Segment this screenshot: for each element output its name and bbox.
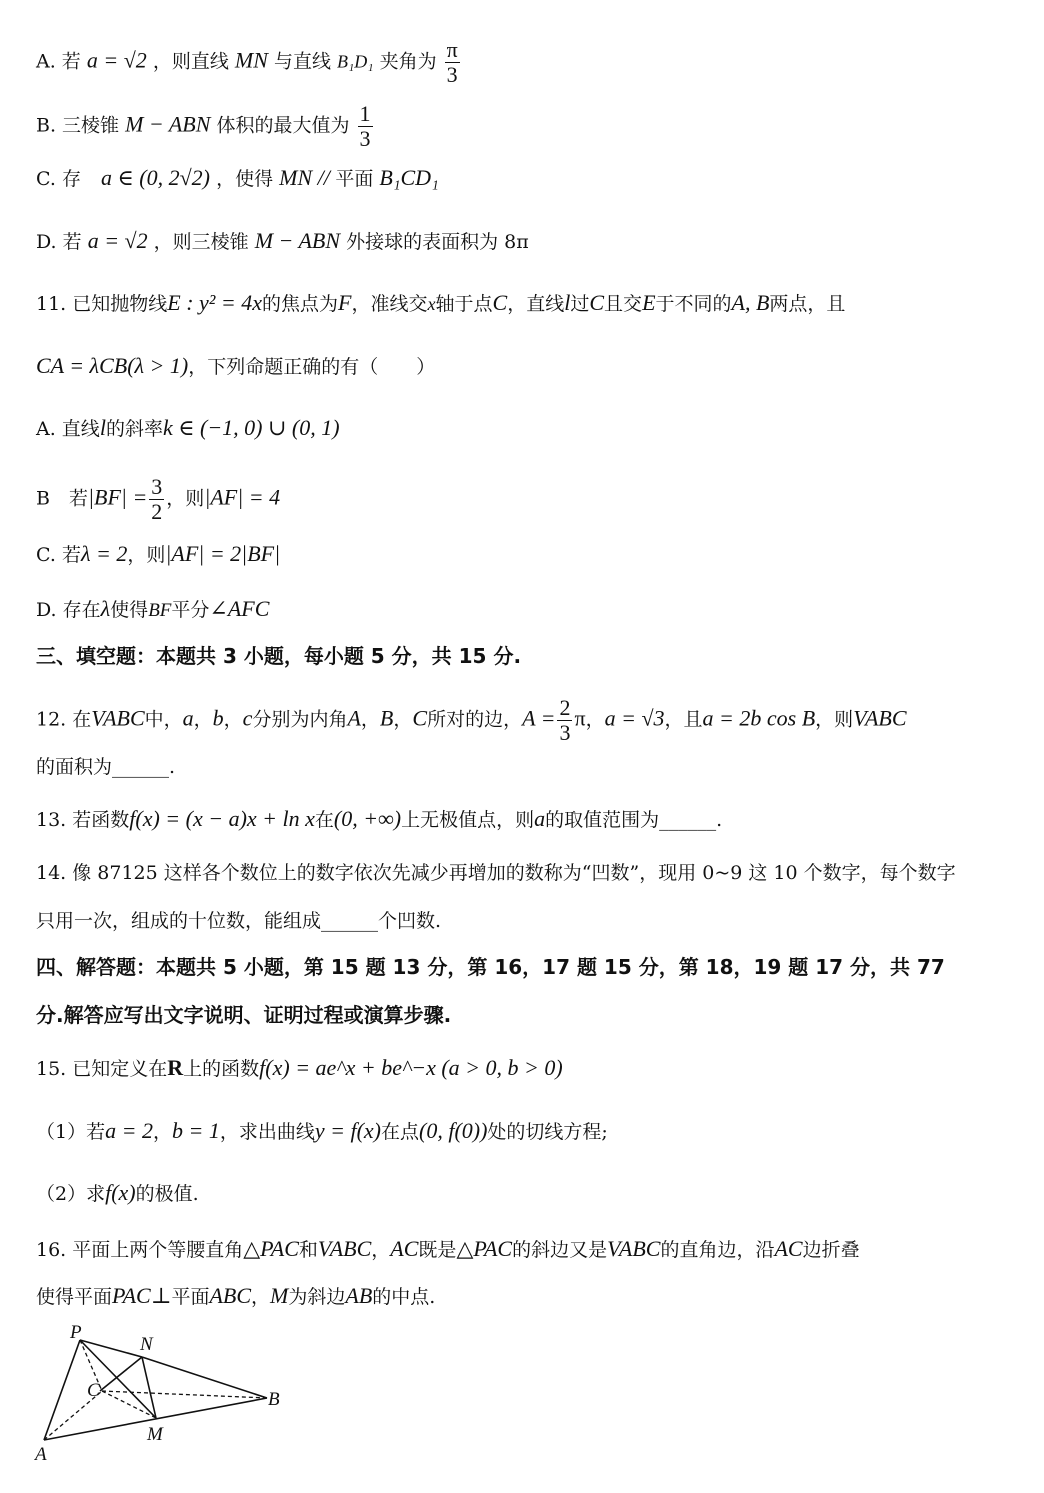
q11-stem-line1: 11. 已知抛物线E : y² = 4x的焦点为F，准线交x轴于点C，直线l过C且交E于不同的A, B两点，且	[36, 290, 846, 315]
text: 体积的最大值为	[216, 114, 350, 137]
edge-nb	[142, 1357, 267, 1398]
math-expr: a ∈ (0, 2√2)	[101, 165, 211, 190]
q16-line1: 16. 平面上两个等腰直角△PAC和VABC，AC既是△PAC的斜边又是VABC的直角边，沿AC边折叠	[36, 1236, 860, 1261]
fraction: $\frac{3}{2}$	[151, 474, 163, 524]
text: ，则直线	[152, 50, 229, 73]
q13: 13. 若函数f(x) = (x − a)x + ln x在(0, +∞)上无极值点，则a的取值范围为______.	[36, 806, 723, 831]
q16-line2: 使得平面PAC⊥平面ABC，M为斜边AB的中点.	[36, 1283, 436, 1308]
q10-option-c	[36, 163, 439, 194]
option-label: B. 三棱锥	[36, 114, 120, 137]
edge-nc-side	[100, 1357, 142, 1391]
edge-cb-dashed	[102, 1391, 267, 1398]
label-n: N	[140, 1334, 153, 1355]
pyramid-diagram	[30, 1322, 300, 1467]
label-a: A	[35, 1444, 47, 1465]
fraction: $\frac{2}{3}$	[559, 695, 571, 745]
math-expr: MN	[234, 47, 268, 73]
section-3-heading: 三、填空题：本题共 3 小题，每小题 5 分，共 15 分.	[36, 644, 522, 668]
math-expr: CA = λCB(λ > 1)	[36, 353, 189, 378]
q12-line1: 12. 在VABC中，a，b，c分别为内角A，B，C所对的边，A = $\frac{2}{3}$ π，a = √3，且a = 2b cos B，则VABC	[36, 695, 907, 745]
label-b: B	[268, 1389, 280, 1410]
q15-part2: （2）求f(x)的极值.	[36, 1180, 199, 1205]
q11-stem-line2: CA = λCB(λ > 1)，下列命题正确的有（ ）	[36, 353, 436, 378]
text: 与直线	[273, 50, 331, 73]
label-p: P	[70, 1322, 82, 1343]
q12-line2: 的面积为______.	[36, 756, 176, 778]
q14-line2: 只用一次，组成的十位数，能组成______个凹数.	[36, 910, 442, 932]
q11-option-b: B 若|BF| = $\frac{3}{2}$ ，则|AF| = 4	[36, 474, 281, 524]
q11-option-a: A. 直线l的斜率k ∈ (−1, 0) ∪ (0, 1)	[36, 415, 340, 440]
geometry-figure	[30, 1322, 300, 1472]
text: ，则三棱锥	[153, 231, 249, 253]
q11-option-c: C. 若λ = 2，则|AF| = 2|BF|	[36, 541, 281, 566]
text: 夹角为	[379, 50, 437, 73]
math-expr: k ∈ (−1, 0) ∪ (0, 1)	[162, 415, 340, 440]
label-c: C	[87, 1380, 100, 1401]
q14-line1: 14. 像 87125 这样各个数位上的数字依次先减少再增加的数称为“凹数”，现用 0~9 这 10 个数字，每个数字	[36, 862, 956, 884]
math-expr: E : y² = 4x	[167, 290, 263, 315]
q11-option-d: D. 存在λ使得BF平分∠AFC	[36, 596, 270, 621]
math-expr: a = √2	[87, 228, 148, 253]
edge-cm-dashed	[102, 1391, 156, 1418]
q15-part1: （1）若a = 2，b = 1，求出曲线y = f(x)在点(0, f(0))处的切线方程;	[36, 1118, 608, 1143]
fraction: $\frac{\pi}{3}$	[446, 37, 458, 87]
section-4-heading-line1: 四、解答题：本题共 5 小题，第 15 题 13 分，第 16，17 题 15 分，第 18，19 题 17 分，共 77	[36, 955, 945, 979]
option-label: D. 若	[36, 231, 82, 253]
math-expr: M − ABN	[254, 228, 341, 253]
edge-nm	[142, 1357, 156, 1418]
math-expr: B₁D₁	[337, 51, 374, 72]
math-expr: MN //	[279, 165, 336, 190]
text: 平面	[335, 168, 374, 190]
q10-option-d	[36, 226, 529, 257]
math-expr: M − ABN	[125, 111, 211, 137]
label-m: M	[147, 1424, 163, 1445]
option-label: C. 存	[36, 168, 81, 190]
fraction: $\frac{1}{3}$	[359, 101, 371, 151]
q10-option-a	[36, 38, 462, 87]
q10-option-b	[36, 102, 375, 151]
option-label: A. 若	[36, 50, 81, 73]
section-4-heading-line2: 分.解答应写出文字说明、证明过程或演算步骤.	[36, 1003, 452, 1027]
math-expr: a = √2	[86, 47, 147, 73]
math-expr: B₁CD₁	[379, 165, 439, 190]
text: ，使得	[216, 168, 274, 190]
text: 外接球的表面积为 8π	[346, 231, 529, 253]
q15-stem: 15. 已知定义在R上的函数f(x) = ae^x + be^−x (a > 0, b > 0)	[36, 1055, 563, 1080]
